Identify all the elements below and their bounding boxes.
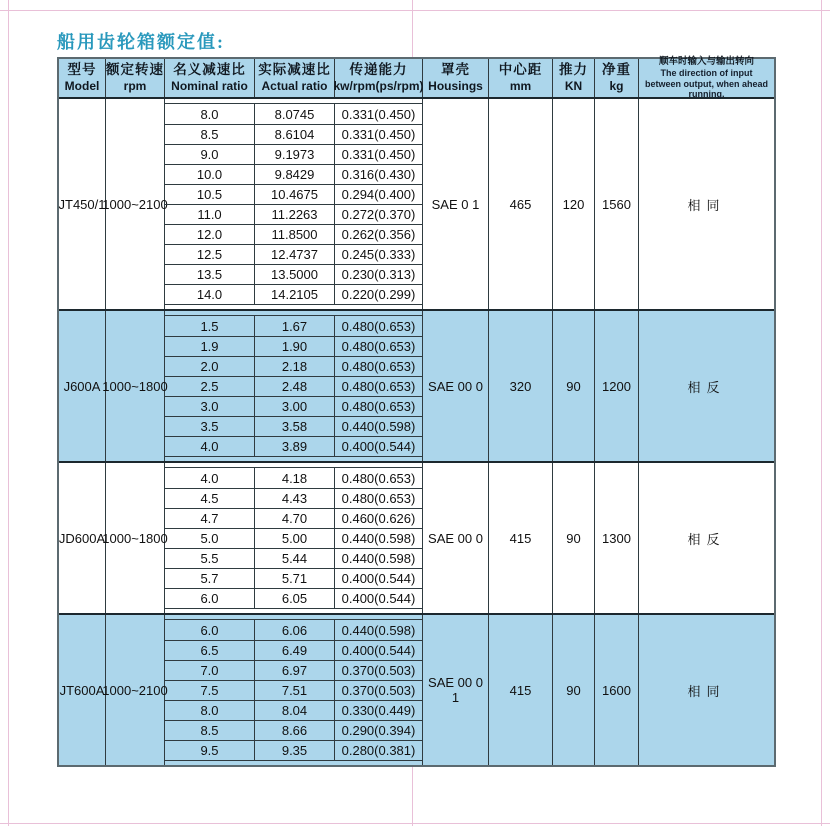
- nominal-ratio-cell: 10.5: [165, 185, 255, 204]
- ratio-subtable: [165, 99, 423, 309]
- capacity-cell: 0.220(0.299): [341, 287, 416, 302]
- nominal-ratio-cell: 2.0: [165, 357, 255, 376]
- nominal-ratio-cell: 8.0: [165, 701, 255, 720]
- nominal-ratio-cell: 5.5: [165, 549, 255, 568]
- nominal-ratio-cell: 5.7: [165, 569, 255, 588]
- col-header-direction-en: The direction of input between output, when ahead running.: [644, 68, 768, 100]
- model-cell: JD600A: [59, 463, 106, 613]
- actual-ratio-cell: 9.1973: [255, 145, 335, 164]
- capacity-cell: 0.400(0.544): [341, 643, 416, 658]
- actual-ratio-cell: 7.51: [255, 681, 335, 700]
- col-header-housings-zh: 罩壳: [441, 62, 470, 78]
- col-header-model-zh: 型号: [67, 62, 97, 78]
- nominal-ratio-cell: 4.0: [165, 468, 255, 488]
- ratio-row: [165, 396, 422, 416]
- ratio-subtable-rows: [165, 619, 422, 761]
- col-header-net-weight-en: kg: [609, 78, 624, 93]
- model-cell: J600A: [59, 311, 106, 461]
- col-header-centre-distance-zh: 中心距: [498, 62, 543, 78]
- col-header-net-weight: [595, 59, 639, 97]
- actual-ratio-cell: 2.48: [255, 377, 335, 396]
- actual-ratio-cell: 8.04: [255, 701, 335, 720]
- ratio-row: [165, 244, 422, 264]
- capacity-cell: 0.331(0.450): [341, 147, 416, 162]
- rated-speed-cell: 1000~2100: [106, 615, 165, 765]
- ratio-row: [165, 740, 422, 760]
- capacity-cell: 0.280(0.381): [341, 743, 416, 758]
- capacity-cell: 0.480(0.653): [341, 359, 416, 374]
- ratio-row: [165, 548, 422, 568]
- ratio-row: [165, 416, 422, 436]
- capacity-cell: 0.480(0.653): [341, 379, 416, 394]
- actual-ratio-cell: 6.05: [255, 589, 335, 608]
- ratio-row: [165, 640, 422, 660]
- capacity-cell: 0.370(0.503): [341, 663, 416, 678]
- ratio-row: [165, 468, 422, 488]
- nominal-ratio-cell: 4.0: [165, 437, 255, 456]
- centre-distance-cell: 320: [489, 311, 553, 461]
- capacity-cell: 0.440(0.598): [341, 531, 416, 546]
- direction-cell: 相同: [687, 683, 726, 699]
- capacity-cell: 0.294(0.400): [341, 187, 416, 202]
- capacity-cell: 0.331(0.450): [341, 106, 416, 122]
- model-group-jt450-1: [59, 99, 774, 309]
- actual-ratio-cell: 11.8500: [255, 225, 335, 244]
- rated-speed-cell: 1000~1800: [106, 463, 165, 613]
- table-header-row: [59, 56, 774, 100]
- housing-cell: SAE 0 1: [423, 99, 489, 309]
- actual-ratio-cell: 3.00: [255, 397, 335, 416]
- capacity-cell: 0.400(0.544): [341, 571, 416, 586]
- net-weight-cell: 1300: [595, 463, 639, 613]
- capacity-cell: 0.272(0.370): [341, 207, 416, 222]
- capacity-cell: 0.230(0.313): [341, 267, 416, 282]
- nominal-ratio-cell: 4.7: [165, 509, 255, 528]
- actual-ratio-cell: 6.06: [255, 620, 335, 640]
- col-header-rated-speed-en: rpm: [123, 78, 147, 93]
- centre-distance-cell: 415: [489, 463, 553, 613]
- ratio-row: [165, 620, 422, 640]
- capacity-cell: 0.480(0.653): [341, 491, 416, 506]
- nominal-ratio-cell: 9.5: [165, 741, 255, 760]
- model-cell: JT450/1: [59, 99, 106, 309]
- actual-ratio-cell: 4.18: [255, 468, 335, 488]
- ratio-row: [165, 680, 422, 700]
- nominal-ratio-cell: 3.5: [165, 417, 255, 436]
- ratio-row: [165, 568, 422, 588]
- actual-ratio-cell: 10.4675: [255, 185, 335, 204]
- nominal-ratio-cell: 12.5: [165, 245, 255, 264]
- rated-speed-cell: 1000~1800: [106, 311, 165, 461]
- actual-ratio-cell: 14.2105: [255, 285, 335, 304]
- direction-cell: 相反: [687, 379, 726, 395]
- capacity-cell: 0.400(0.544): [341, 591, 416, 606]
- net-weight-cell: 1560: [595, 99, 639, 309]
- col-header-rated-speed-zh: 额定转速: [106, 62, 164, 78]
- actual-ratio-cell: 1.67: [255, 316, 335, 336]
- nominal-ratio-cell: 10.0: [165, 165, 255, 184]
- ratio-row: [165, 508, 422, 528]
- capacity-cell: 0.331(0.450): [341, 127, 416, 142]
- nominal-ratio-cell: 8.5: [165, 721, 255, 740]
- capacity-cell: 0.480(0.653): [341, 339, 416, 354]
- col-header-centre-distance: [489, 59, 553, 97]
- actual-ratio-cell: 9.8429: [255, 165, 335, 184]
- thrust-cell: 120: [553, 99, 595, 309]
- actual-ratio-cell: 6.97: [255, 661, 335, 680]
- actual-ratio-cell: 1.90: [255, 337, 335, 356]
- ratio-row: [165, 376, 422, 396]
- ratio-row: [165, 144, 422, 164]
- actual-ratio-cell: 8.6104: [255, 125, 335, 144]
- nominal-ratio-cell: 6.0: [165, 620, 255, 640]
- capacity-cell: 0.440(0.598): [341, 419, 416, 434]
- nominal-ratio-cell: 1.9: [165, 337, 255, 356]
- col-header-nominal-ratio-en: Nominal ratio: [171, 78, 248, 93]
- col-header-housings-en: Housings: [428, 78, 483, 93]
- ratio-row: [165, 720, 422, 740]
- col-header-actual-ratio-en: Actual ratio: [261, 78, 328, 93]
- ratio-row: [165, 316, 422, 336]
- ratio-row: [165, 488, 422, 508]
- col-header-nominal-ratio-zh: 名义减速比: [173, 62, 246, 78]
- model-group-jt600a: [59, 613, 774, 765]
- actual-ratio-cell: 4.43: [255, 489, 335, 508]
- ratio-row: [165, 164, 422, 184]
- nominal-ratio-cell: 13.5: [165, 265, 255, 284]
- actual-ratio-cell: 2.18: [255, 357, 335, 376]
- actual-ratio-cell: 5.44: [255, 549, 335, 568]
- actual-ratio-cell: 3.89: [255, 437, 335, 456]
- col-header-direction: [639, 56, 774, 100]
- capacity-cell: 0.245(0.333): [341, 247, 416, 262]
- ratio-row: [165, 124, 422, 144]
- print-guide-right-line: [821, 0, 822, 826]
- col-header-housings: [423, 59, 489, 97]
- col-header-thrust-zh: 推力: [559, 62, 588, 78]
- capacity-cell: 0.460(0.626): [341, 511, 416, 526]
- actual-ratio-cell: 8.0745: [255, 104, 335, 124]
- ratio-row: [165, 184, 422, 204]
- nominal-ratio-cell: 1.5: [165, 316, 255, 336]
- ratio-row: [165, 660, 422, 680]
- col-header-model-en: Model: [64, 78, 100, 93]
- actual-ratio-cell: 11.2263: [255, 205, 335, 224]
- nominal-ratio-cell: 2.5: [165, 377, 255, 396]
- ratio-row: [165, 436, 422, 456]
- ratio-subtable-rows: [165, 467, 422, 609]
- col-header-capacity: [335, 59, 423, 97]
- col-header-thrust: [553, 59, 595, 97]
- capacity-cell: 0.480(0.653): [341, 470, 416, 486]
- ratio-row: [165, 356, 422, 376]
- ratio-row: [165, 104, 422, 124]
- nominal-ratio-cell: 3.0: [165, 397, 255, 416]
- capacity-cell: 0.290(0.394): [341, 723, 416, 738]
- capacity-cell: 0.440(0.598): [341, 551, 416, 566]
- nominal-ratio-cell: 9.0: [165, 145, 255, 164]
- col-header-nominal-ratio: [165, 59, 255, 97]
- nominal-ratio-cell: 7.5: [165, 681, 255, 700]
- actual-ratio-cell: 13.5000: [255, 265, 335, 284]
- ratio-row: [165, 528, 422, 548]
- nominal-ratio-cell: 14.0: [165, 285, 255, 304]
- centre-distance-cell: 415: [489, 615, 553, 765]
- nominal-ratio-cell: 6.0: [165, 589, 255, 608]
- actual-ratio-cell: 6.49: [255, 641, 335, 660]
- nominal-ratio-cell: 7.0: [165, 661, 255, 680]
- actual-ratio-cell: 12.4737: [255, 245, 335, 264]
- model-group-jd600a: [59, 461, 774, 613]
- nominal-ratio-cell: 12.0: [165, 225, 255, 244]
- model-cell: JT600A: [59, 615, 106, 765]
- actual-ratio-cell: 4.70: [255, 509, 335, 528]
- direction-cell: 相同: [687, 197, 726, 213]
- net-weight-cell: 1200: [595, 311, 639, 461]
- actual-ratio-cell: 9.35: [255, 741, 335, 760]
- print-guide-bottom-line: [0, 823, 830, 824]
- direction-cell: 相反: [687, 531, 726, 547]
- nominal-ratio-cell: 8.0: [165, 104, 255, 124]
- col-header-actual-ratio-zh: 实际减速比: [258, 62, 331, 78]
- housing-cell: SAE 00 0: [423, 463, 489, 613]
- capacity-cell: 0.370(0.503): [341, 683, 416, 698]
- col-header-net-weight-zh: 净重: [602, 62, 631, 78]
- capacity-cell: 0.316(0.430): [341, 167, 416, 182]
- nominal-ratio-cell: 4.5: [165, 489, 255, 508]
- ratio-subtable: [165, 463, 423, 613]
- capacity-cell: 0.330(0.449): [341, 703, 416, 718]
- ratio-row: [165, 588, 422, 608]
- rated-speed-cell: 1000~2100: [106, 99, 165, 309]
- col-header-direction-zh: 顺车时输入与输出转向: [658, 56, 754, 67]
- actual-ratio-cell: 5.00: [255, 529, 335, 548]
- ratio-row: [165, 204, 422, 224]
- capacity-cell: 0.262(0.356): [341, 227, 416, 242]
- print-guide-top-line: [0, 10, 830, 11]
- nominal-ratio-cell: 11.0: [165, 205, 255, 224]
- ratio-row: [165, 284, 422, 304]
- ratio-row: [165, 224, 422, 244]
- actual-ratio-cell: 5.71: [255, 569, 335, 588]
- ratio-subtable: [165, 311, 423, 461]
- print-guide-left-line: [8, 0, 9, 826]
- housing-cell: SAE 00 0: [423, 311, 489, 461]
- centre-distance-cell: 465: [489, 99, 553, 309]
- col-header-actual-ratio: [255, 59, 335, 97]
- nominal-ratio-cell: 8.5: [165, 125, 255, 144]
- net-weight-cell: 1600: [595, 615, 639, 765]
- gearbox-rating-table: [57, 57, 776, 767]
- ratio-row: [165, 700, 422, 720]
- capacity-cell: 0.480(0.653): [341, 318, 416, 334]
- ratio-subtable-rows: [165, 103, 422, 305]
- actual-ratio-cell: 8.66: [255, 721, 335, 740]
- thrust-cell: 90: [553, 615, 595, 765]
- nominal-ratio-cell: 6.5: [165, 641, 255, 660]
- housing-cell: SAE 00 0 1: [423, 615, 489, 765]
- col-header-thrust-en: KN: [564, 78, 583, 93]
- ratio-row: [165, 264, 422, 284]
- ratio-subtable: [165, 615, 423, 765]
- col-header-rated-speed: [106, 59, 165, 97]
- nominal-ratio-cell: 5.0: [165, 529, 255, 548]
- page-title: 船用齿轮箱额定值:: [57, 32, 225, 52]
- col-header-capacity-en: kw/rpm(ps/rpm): [333, 78, 424, 93]
- thrust-cell: 90: [553, 311, 595, 461]
- actual-ratio-cell: 3.58: [255, 417, 335, 436]
- model-group-j600a: [59, 309, 774, 461]
- table-body: [59, 99, 774, 765]
- ratio-row: [165, 336, 422, 356]
- col-header-capacity-zh: 传递能力: [349, 62, 408, 78]
- thrust-cell: 90: [553, 463, 595, 613]
- capacity-cell: 0.440(0.598): [341, 622, 416, 638]
- ratio-subtable-rows: [165, 315, 422, 457]
- capacity-cell: 0.400(0.544): [341, 439, 416, 454]
- capacity-cell: 0.480(0.653): [341, 399, 416, 414]
- col-header-model: [59, 59, 106, 97]
- col-header-centre-distance-en: mm: [509, 78, 532, 93]
